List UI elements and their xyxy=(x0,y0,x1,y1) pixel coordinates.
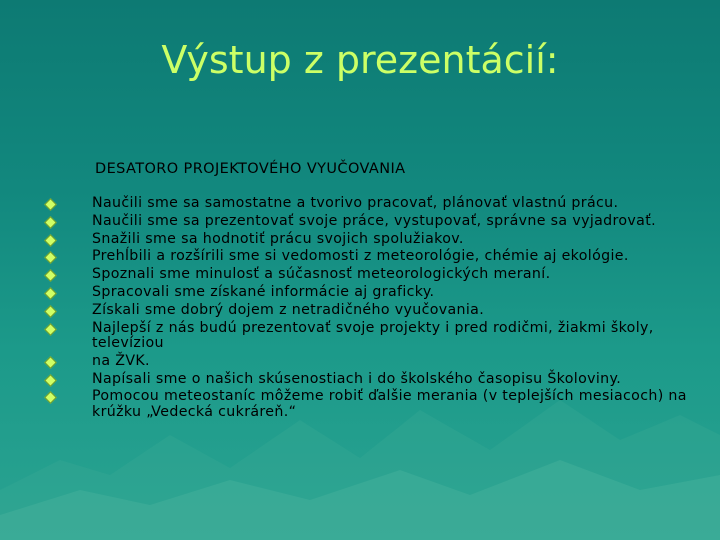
list-item: Spoznali sme minulosť a súčasnosť meteorologických meraní. xyxy=(40,267,700,283)
list-item: Naučili sme sa samostatne a tvorivo pracovať, plánovať vlastnú prácu. xyxy=(40,196,700,212)
diamond-bullet-icon xyxy=(44,356,57,369)
diamond-bullet-icon xyxy=(44,323,57,336)
diamond-bullet-icon xyxy=(44,198,57,211)
slide-subtitle: DESATORO PROJEKTOVÉHO VYUČOVANIA xyxy=(95,161,406,177)
diamond-bullet-icon xyxy=(44,269,57,282)
diamond-bullet-icon xyxy=(44,374,57,387)
list-item: Spracovali sme získané informácie aj graficky. xyxy=(40,285,700,301)
list-item: Napísali sme o našich skúsenostiach i do školského časopisu Školoviny. xyxy=(40,372,700,388)
diamond-bullet-icon xyxy=(44,252,57,265)
slide-title: Výstup z prezentácií: xyxy=(161,38,559,82)
bullet-list xyxy=(40,196,700,423)
diamond-bullet-icon xyxy=(44,234,57,247)
diamond-bullet-icon xyxy=(44,305,57,318)
list-item: Prehĺbili a rozšírili sme si vedomosti z meteorológie, chémie aj ekológie. xyxy=(40,249,700,265)
list-item: Naučili sme sa prezentovať svoje práce, vystupovať, správne sa vyjadrovať. xyxy=(40,214,700,230)
list-item: Pomocou meteostaníc môžeme robiť ďalšie merania (v teplejších mesiacoch) na krúžku „Vedecká cukráreň.“ xyxy=(40,389,700,420)
list-item: na ŽVK. xyxy=(40,354,700,370)
list-item: Najlepší z nás budú prezentovať svoje projekty i pred rodičmi, žiakmi školy, televíziou xyxy=(40,321,700,352)
list-item: Získali sme dobrý dojem z netradičného vyučovania. xyxy=(40,303,700,319)
diamond-bullet-icon xyxy=(44,216,57,229)
diamond-bullet-icon xyxy=(44,287,57,300)
list-item: Snažili sme sa hodnotiť prácu svojich spolužiakov. xyxy=(40,232,700,248)
diamond-bullet-icon xyxy=(44,392,57,405)
